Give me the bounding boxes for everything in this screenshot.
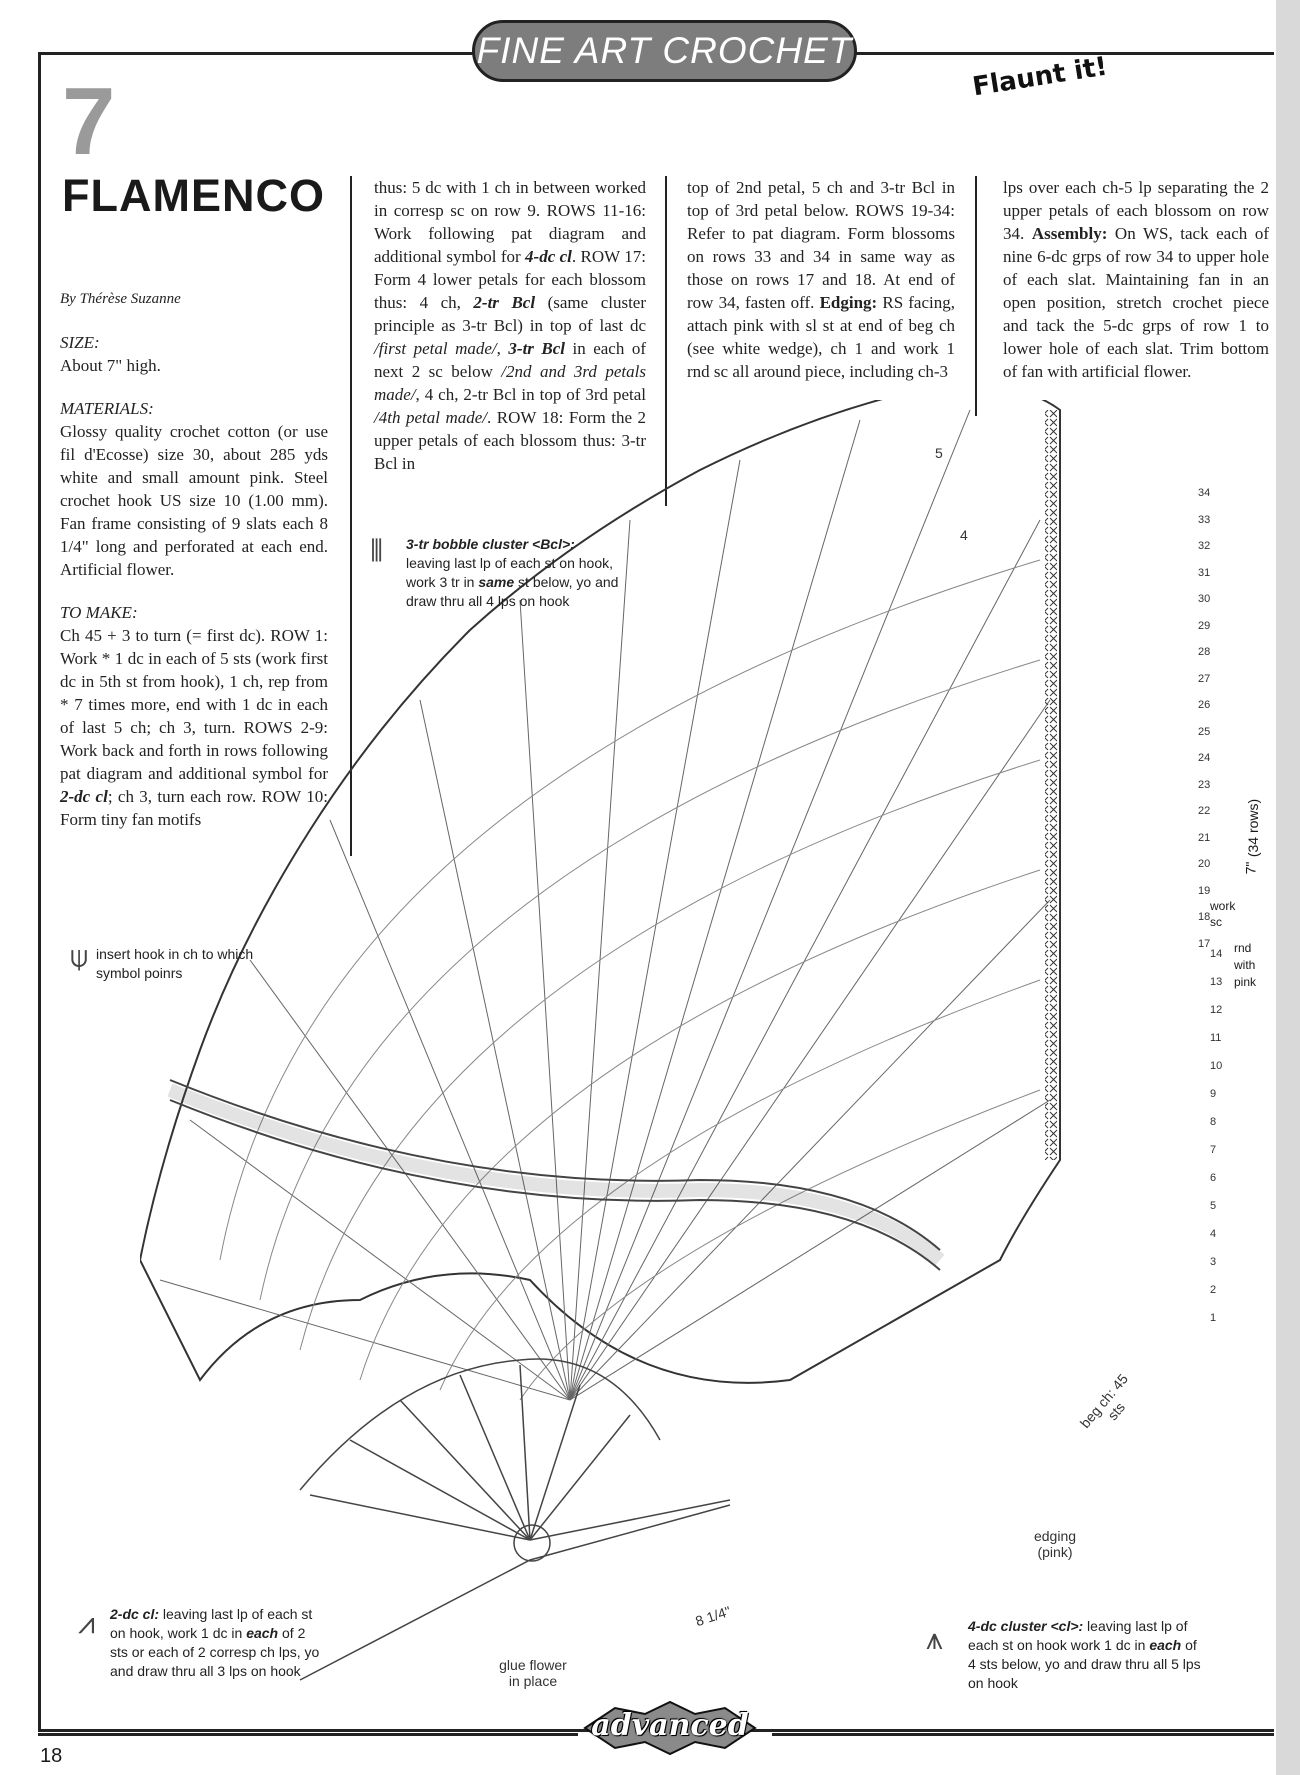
row-label: 32: [1198, 540, 1211, 552]
petal-number: 4: [960, 527, 968, 543]
text-run-italic: /first petal made/: [374, 339, 497, 358]
row-label: 24: [1198, 752, 1211, 764]
text-run: in each of next 2 sc below: [374, 339, 647, 381]
text-run-italic: /4th petal made/: [374, 408, 488, 427]
row-label: 12: [1210, 1004, 1223, 1016]
row-label: 28: [1198, 646, 1211, 658]
row-label: 20: [1198, 858, 1211, 870]
pattern-title: FLAMENCO: [62, 170, 325, 221]
row-label: 26: [1198, 699, 1211, 711]
four-dc-cluster-icon: ⩚: [926, 1622, 943, 1657]
crochet-fan-diagram: [140, 400, 1250, 1720]
text-run: leaving last lp of each st on hook, work 3 tr in: [406, 555, 614, 590]
row-label: 10: [1210, 1060, 1223, 1072]
row-label: 21: [1198, 831, 1211, 844]
column-3-text: [687, 176, 955, 383]
column-4-text: [1003, 176, 1269, 383]
text-run: thus: 5 dc with 1 ch in between worked in corresp sc on row 9. ROWS 11-16: Work following pat diagram and additional symbol for: [374, 178, 646, 266]
petal-number: 5: [935, 445, 943, 461]
text-run: top of 2nd petal, 5 ch and 3-tr Bcl in top of 3rd petal below. ROWS 19-34: Refer to pat diagram. Form blossoms on rows 33 and 34 in same way as those on rows 17 and 18. At end of row 34, fasten off.: [687, 178, 955, 312]
row-label: 33: [1198, 513, 1211, 526]
four-dc-legend: [968, 1617, 1208, 1693]
text-run-bold: each: [246, 1625, 279, 1641]
row-label: 19: [1198, 884, 1211, 897]
row-label: 5: [1210, 1200, 1217, 1212]
insert-legend: insert hook in ch to which symbol poinrs: [96, 946, 254, 981]
page-number: 18: [40, 1745, 63, 1767]
row-label: 17: [1198, 937, 1211, 950]
pattern-number: 7: [62, 68, 116, 175]
text-run: leaving last lp of each st on hook, work 1 dc in: [110, 1606, 313, 1641]
row-label: 4: [1210, 1228, 1217, 1240]
page-edge: [1276, 0, 1300, 1775]
two-dc-legend: [110, 1605, 320, 1681]
row-scale-lower: [1210, 940, 1234, 1332]
row-label: 34: [1198, 487, 1211, 499]
row-label: 8: [1210, 1116, 1217, 1128]
size-text: About 7" high.: [60, 356, 161, 375]
to-make-heading: TO MAKE:: [60, 603, 138, 622]
size-heading: SIZE:: [60, 333, 100, 352]
row-label: 25: [1198, 725, 1211, 738]
bobble-cluster-icon: ⦀: [370, 534, 384, 569]
rnd-pink-label: rnd with pink: [1234, 941, 1257, 989]
column-rule: [975, 176, 977, 416]
row-label: 3: [1210, 1256, 1217, 1268]
rows-total-label: (34 rows): [1245, 798, 1262, 858]
text-run-bold: 4-dc cl: [525, 247, 572, 266]
row-label: 13: [1210, 976, 1223, 988]
row-label: 2: [1210, 1284, 1217, 1296]
text-run-bold: same: [478, 574, 515, 590]
row-label: 31: [1198, 566, 1211, 579]
column-3: [687, 176, 955, 383]
small-fan: [300, 1359, 730, 1680]
row-label: 23: [1198, 778, 1211, 791]
row-label: 14: [1210, 948, 1223, 960]
text-run-bold: Edging:: [819, 293, 878, 312]
slat-length-label: 8 1/4": [693, 1602, 733, 1630]
row-label: 18: [1198, 911, 1211, 923]
text-run: lps over each ch-5 lp separating the 2 upper petals of each blossom on row 34.: [1003, 178, 1269, 243]
text-run: (same cluster principle as 3-tr Bcl) in top of last dc: [374, 293, 647, 335]
text-run: On WS, tack each of nine 6-dc grps of row 34 to upper hole of each slat. Maintaining fan in an open position, stretch crochet piece and tack the 5-dc grps of row 1 to lower hole of each slat. Trim bottom of fan with artificial flower.: [1003, 224, 1269, 381]
row-scale: [1198, 480, 1238, 957]
row-label: 27: [1198, 672, 1211, 685]
edging-label: edging (pink): [1033, 1528, 1077, 1560]
legend-title: 3-tr bobble cluster <Bcl>:: [406, 536, 575, 552]
section-banner: [472, 20, 857, 82]
text-run: RS facing, attach pink with sl st at end of beg ch (see white wedge), ch 1 and work 1 rnd sc all around piece, including ch-3: [687, 293, 955, 381]
beg-ch-label: beg ch: 45 sts: [1076, 1370, 1132, 1432]
text-run-bold: 2-tr Bcl: [473, 293, 536, 312]
text-run: st below, yo and draw thru all 4 lps on hook: [406, 574, 619, 609]
text-run: Ch 45 + 3 to turn (= first dc). ROW 1: Work * 1 dc in each of 5 sts (work first dc in 5th st from hook), 1 ch, rep from * 7 times more, end with 1 dc in each of last 5 ch; ch 3, turn. ROWS 2-9: Work back and forth in rows following pat diagram and additional symbol for: [60, 626, 328, 783]
materials-heading: MATERIALS:: [60, 399, 154, 418]
two-dc-cluster-icon: ⩘: [78, 1606, 95, 1641]
level-badge: advanced: [591, 1708, 749, 1743]
text-run: ,: [496, 339, 509, 358]
height-label: 7": [1242, 861, 1259, 875]
row-label: 7: [1210, 1144, 1217, 1156]
row-label: 9: [1210, 1088, 1217, 1100]
tagline: Flaunt it!: [970, 51, 1110, 103]
row-label: 6: [1210, 1172, 1217, 1184]
footer-rule: [38, 1733, 578, 1736]
insert-arrow-icon: ⍦: [70, 940, 88, 975]
row-label: 29: [1198, 619, 1211, 632]
text-run: of 2 sts or each of 2 corresp ch lps, yo and draw thru all 3 lps on hook: [110, 1625, 320, 1679]
text-run: of 4 sts below, yo and draw thru all 5 lps on hook: [968, 1637, 1201, 1691]
footer-rule: [772, 1733, 1274, 1736]
materials-text: Glossy quality crochet cotton (or use fil d'Ecosse) size 30, about 285 yds white and small amount pink. Steel crochet hook US size 10 (1.00 mm). Fan frame consisting of 9 slats each 8 1/4" long and perforated at each end. Artificial flower.: [60, 422, 328, 579]
author: By Thérèse Suzanne: [60, 291, 181, 307]
legend-title: 4-dc cluster <cl>:: [968, 1618, 1084, 1634]
text-run: . ROW 17: Form 4 lower petals for each blossom thus: 4 ch,: [374, 247, 647, 312]
legend-title: 2-dc cl:: [110, 1606, 160, 1622]
bcl-legend: [406, 535, 636, 611]
text-run: ; ch 3, turn each row. ROW 10: Form tiny fan motifs: [60, 787, 328, 829]
banner-text: FINE ART CROCHET: [476, 30, 853, 71]
row-label: 22: [1198, 805, 1211, 817]
text-run-italic: /2nd and 3rd petals made/: [374, 362, 646, 404]
glue-flower-label: glue flower in place: [499, 1657, 567, 1689]
row-label: 11: [1210, 1032, 1222, 1044]
text-run: . ROW 18: Form the 2 upper petals of each blossom thus: 3-tr Bcl in: [374, 408, 647, 473]
row-label-work-sc: work sc: [1210, 899, 1236, 929]
text-run: , 4 ch, 2-tr Bcl in top of 3rd petal: [415, 385, 646, 404]
text-run-bold: Assembly:: [1031, 224, 1108, 243]
row-label: 1: [1210, 1312, 1217, 1324]
row-label: 30: [1198, 593, 1211, 605]
text-run-bold: 3-tr Bcl: [508, 339, 566, 358]
text-run: leaving last lp of each st on hook work 1 dc in: [968, 1618, 1188, 1653]
text-run-bold: 2-dc cl: [60, 787, 108, 806]
slat-band: [170, 1090, 940, 1260]
column-4: [1003, 176, 1269, 383]
text-run-bold: each: [1149, 1637, 1182, 1653]
